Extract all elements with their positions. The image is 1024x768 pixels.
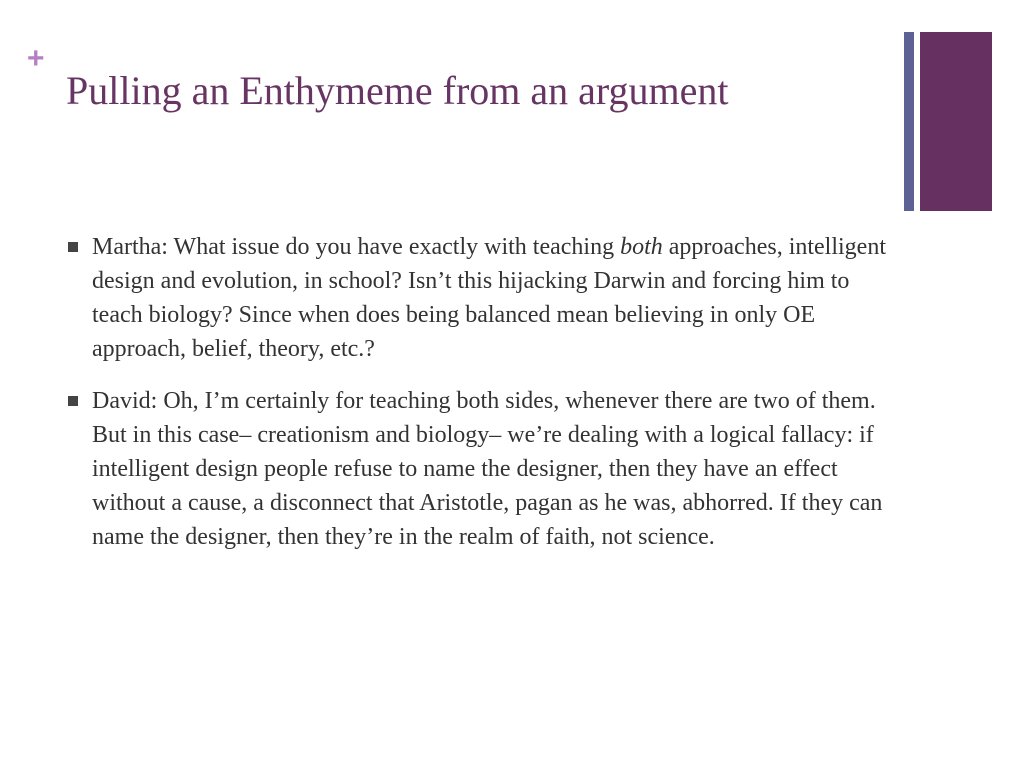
bullet-text-part: Martha: What issue do you have exactly with teaching <box>92 234 621 260</box>
bullet-item-martha <box>66 230 896 366</box>
thin-accent-bar <box>904 32 914 211</box>
slide-title: Pulling an Enthymeme from an argument <box>66 68 729 113</box>
thick-accent-bar <box>920 32 992 211</box>
bullet-list <box>66 230 896 572</box>
bullet-text-part: approaches, intelligent design and evolution, in school? Isn’t this hijacking Darwin and forcing him to teach biology? Since when does being balanced mean believing in only OE approach, belief, theory, etc.? <box>92 234 887 362</box>
bullet-text-italic: both <box>620 234 663 260</box>
square-bullet-icon <box>68 242 78 252</box>
square-bullet-icon <box>68 396 78 406</box>
bullet-text <box>92 234 886 362</box>
plus-icon: + <box>27 42 45 75</box>
bullet-text: David: Oh, I’m certainly for teaching both sides, whenever there are two of them. But in this case– creationism and biology– we’re dealing with a logical fallacy: if intelligent design people refuse to name the designer, then they have an effect without a cause, a disconnect that Aristotle, pagan as he was, abhorred. If they can name the designer, then they’re in the realm of faith, not science. <box>92 388 883 550</box>
bullet-item-david <box>66 384 896 554</box>
